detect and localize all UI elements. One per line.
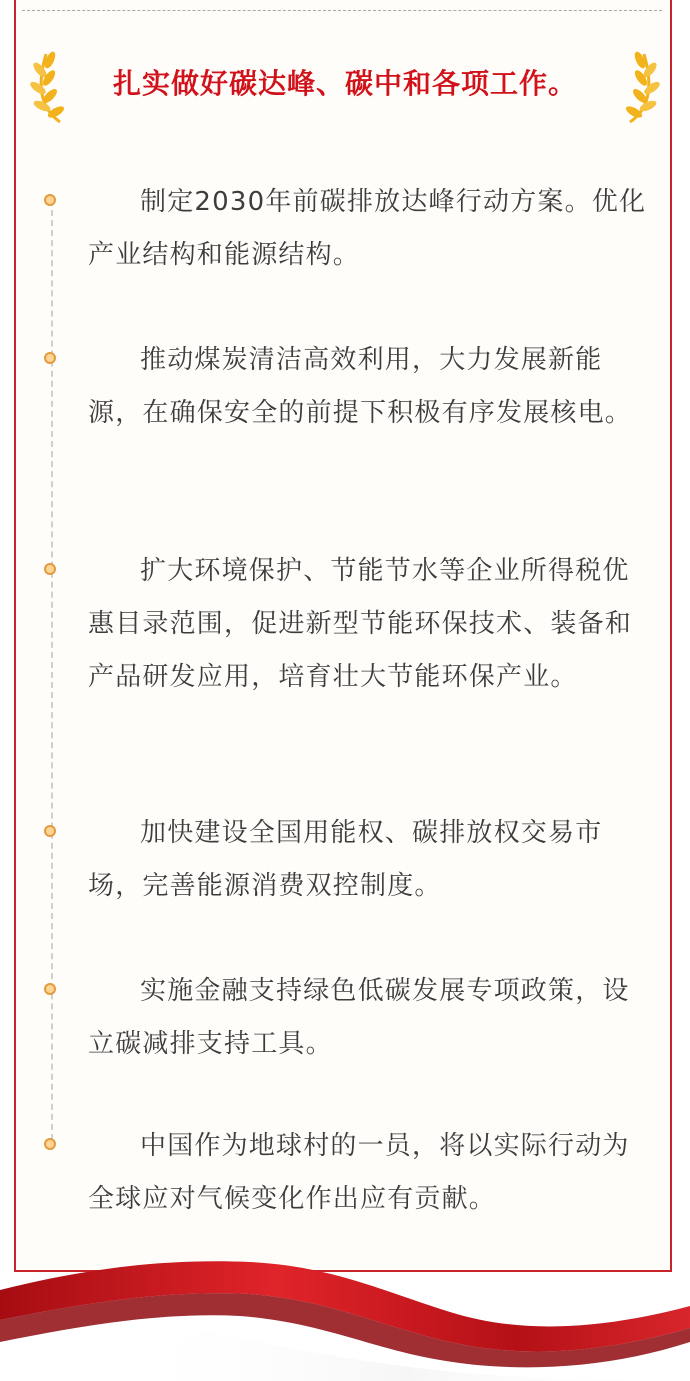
timeline-dot-icon (44, 563, 56, 575)
red-ribbon (0, 1250, 690, 1381)
list-item: 实施金融支持绿色低碳发展专项政策，设立碳减排支持工具。 (88, 976, 630, 1059)
timeline-dot-icon (44, 352, 56, 364)
timeline-dot-icon (44, 194, 56, 206)
list-item: 扩大环境保护、节能节水等企业所得税优惠目录范围，促进新型节能环保技术、装备和产品研发应用，培育壮大节能环保产业。 (88, 556, 633, 692)
timeline-dot-icon (44, 983, 56, 995)
timeline-dot-icon (44, 825, 56, 837)
list-item: 推动煤炭清洁高效利用，大力发展新能源，在确保安全的前提下积极有序发展核电。 (88, 345, 633, 428)
timeline-dot-icon (44, 1138, 56, 1150)
timeline-line (51, 200, 53, 1150)
top-dashed-divider (22, 10, 662, 11)
section-heading: 扎实做好碳达峰、碳中和各项工作。 (112, 67, 577, 100)
list-item: 制定2030年前碳排放达峰行动方案。优化产业结构和能源结构。 (88, 187, 647, 270)
list-item: 中国作为地球村的一员，将以实际行动为全球应对气候变化作出应有贡献。 (88, 1131, 630, 1214)
list-item: 加快建设全国用能权、碳排放权交易市场，完善能源消费双控制度。 (88, 818, 603, 901)
